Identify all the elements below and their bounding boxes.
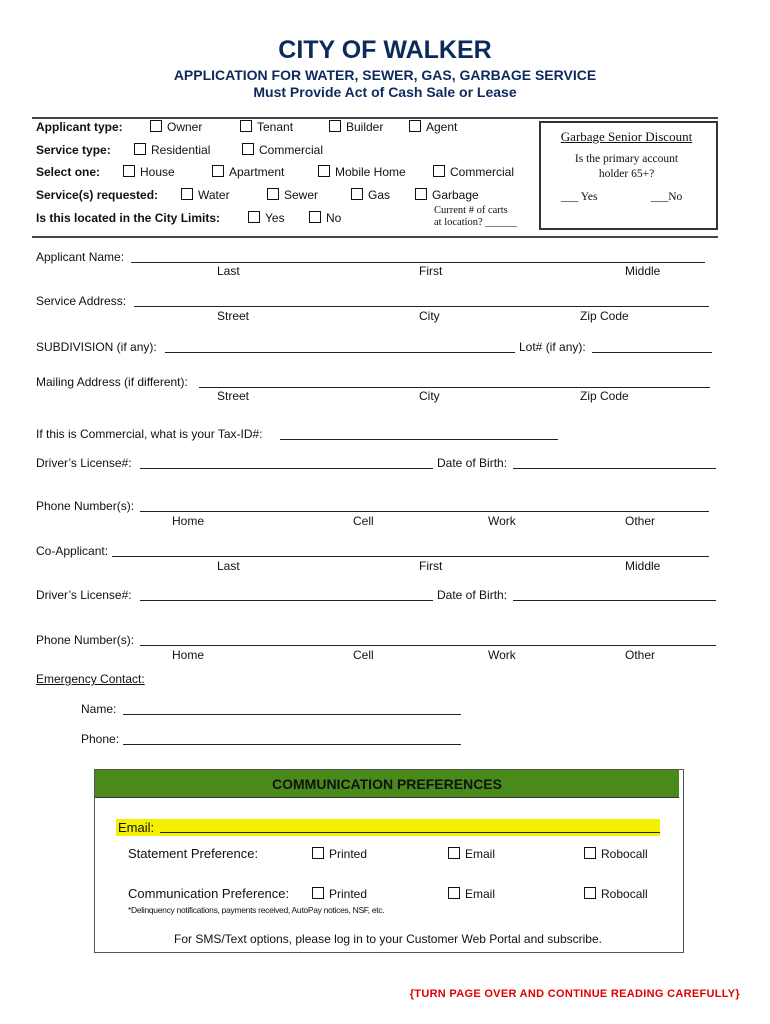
senior-discount-no[interactable]: ___No (651, 191, 683, 203)
checkbox-icon[interactable] (181, 188, 193, 200)
subdivision-field[interactable] (165, 342, 515, 353)
service-gas-checkbox[interactable]: Gas (351, 188, 390, 202)
co-phone-cell-hint: Cell (353, 648, 374, 662)
city-limits-yes-checkbox[interactable]: Yes (248, 211, 285, 225)
name-last-hint: Last (217, 264, 240, 278)
co-applicant-label: Co-Applicant: (36, 544, 109, 558)
applicant-agent-checkbox[interactable]: Agent (409, 120, 457, 134)
co-phone-numbers-field[interactable] (140, 635, 716, 646)
city-limits-label: Is this located in the City Limits: (36, 211, 221, 225)
service-address-label: Service Address: (36, 294, 127, 308)
senior-discount-title: Garbage Senior Discount (560, 129, 693, 144)
delinquency-footnote: *Delinquency notifications, payments received, AutoPay notices, NSF, etc. (128, 905, 385, 915)
service-address-field[interactable] (134, 296, 709, 307)
co-date-of-birth-field[interactable] (513, 590, 716, 601)
checkbox-icon[interactable] (212, 165, 224, 177)
email-field[interactable] (160, 822, 660, 833)
carts-label: Current # of carts (434, 205, 508, 216)
address-city-hint: City (419, 309, 440, 323)
subdivision-label: SUBDIVISION (if any): (36, 340, 157, 354)
drivers-license-label: Driver’s License#: (36, 456, 132, 470)
applicant-builder-checkbox[interactable]: Builder (329, 120, 383, 134)
communication-email-checkbox[interactable]: Email (448, 887, 495, 901)
checkbox-icon[interactable] (309, 211, 321, 223)
select-mobile-home-checkbox[interactable]: Mobile Home (318, 165, 406, 179)
emergency-phone-label: Phone: (81, 732, 120, 746)
communication-preferences-title: COMMUNICATION PREFERENCES (272, 776, 502, 792)
checkbox-icon[interactable] (150, 120, 162, 132)
mailing-zip-hint: Zip Code (580, 389, 629, 403)
checkbox-icon[interactable] (123, 165, 135, 177)
tax-id-field[interactable] (280, 429, 558, 440)
co-phone-numbers-label: Phone Number(s): (36, 633, 135, 647)
checkbox-icon[interactable] (134, 143, 146, 155)
service-residential-checkbox[interactable]: Residential (134, 143, 210, 157)
emergency-name-field[interactable] (123, 704, 461, 715)
emergency-phone-field[interactable] (123, 734, 461, 745)
co-name-middle-hint: Middle (625, 559, 661, 573)
services-requested-label: Service(s) requested: (36, 188, 159, 202)
mailing-street-hint: Street (217, 389, 250, 403)
select-house-checkbox[interactable]: House (123, 165, 175, 179)
statement-email-checkbox[interactable]: Email (448, 847, 495, 861)
applicant-name-label: Applicant Name: (36, 250, 125, 264)
checkbox-icon[interactable] (584, 887, 596, 899)
select-commercial-checkbox[interactable]: Commercial (433, 165, 514, 179)
mailing-city-hint: City (419, 389, 440, 403)
communication-printed-checkbox[interactable]: Printed (312, 887, 367, 901)
co-name-first-hint: First (419, 559, 443, 573)
checkbox-icon[interactable] (433, 165, 445, 177)
emergency-name-label: Name: (81, 702, 117, 716)
date-of-birth-field[interactable] (513, 458, 716, 469)
select-one-label: Select one: (36, 165, 101, 179)
carts-count-field[interactable]: at location? ______ (434, 217, 517, 228)
phone-home-hint: Home (172, 514, 205, 528)
communication-preferences-header (95, 770, 679, 798)
lot-field[interactable] (592, 342, 712, 353)
date-of-birth-label: Date of Birth: (437, 456, 508, 470)
checkbox-icon[interactable] (415, 188, 427, 200)
applicant-tenant-checkbox[interactable]: Tenant (240, 120, 293, 134)
address-street-hint: Street (217, 309, 250, 323)
phone-other-hint: Other (625, 514, 656, 528)
checkbox-icon[interactable] (248, 211, 260, 223)
page-title: CITY OF WALKER (278, 36, 492, 64)
checkbox-icon[interactable] (312, 847, 324, 859)
checkbox-icon[interactable] (351, 188, 363, 200)
select-apartment-checkbox[interactable]: Apartment (212, 165, 284, 179)
tax-id-label: If this is Commercial, what is your Tax-ID#: (36, 427, 263, 441)
mailing-address-field[interactable] (199, 377, 710, 388)
drivers-license-field[interactable] (140, 458, 433, 469)
senior-discount-question-2: holder 65+? (598, 168, 655, 180)
email-label: Email: (118, 820, 155, 835)
checkbox-icon[interactable] (240, 120, 252, 132)
statement-printed-checkbox[interactable]: Printed (312, 847, 367, 861)
header-divider (32, 117, 718, 119)
city-limits-no-checkbox[interactable]: No (309, 211, 341, 225)
phone-numbers-field[interactable] (140, 501, 709, 512)
co-applicant-field[interactable] (112, 546, 709, 557)
checkbox-icon[interactable] (267, 188, 279, 200)
sms-note: For SMS/Text options, please log in to your Customer Web Portal and subscribe. (174, 932, 602, 946)
co-drivers-license-label: Driver’s License#: (36, 588, 132, 602)
section-divider (32, 236, 718, 238)
applicant-name-field[interactable] (131, 252, 705, 263)
applicant-owner-checkbox[interactable]: Owner (150, 120, 202, 134)
checkbox-icon[interactable] (242, 143, 254, 155)
name-first-hint: First (419, 264, 443, 278)
checkbox-icon[interactable] (318, 165, 330, 177)
checkbox-icon[interactable] (448, 887, 460, 899)
phone-work-hint: Work (488, 514, 516, 528)
name-middle-hint: Middle (625, 264, 661, 278)
service-garbage-checkbox[interactable]: Garbage (415, 188, 479, 202)
communication-robocall-checkbox[interactable]: Robocall (584, 887, 648, 901)
communication-preference-label: Communication Preference: (128, 886, 290, 901)
checkbox-icon[interactable] (448, 847, 460, 859)
senior-discount-yes[interactable]: ___ Yes (561, 191, 598, 203)
phone-numbers-label: Phone Number(s): (36, 499, 135, 513)
co-date-of-birth-label: Date of Birth: (437, 588, 508, 602)
service-water-checkbox[interactable]: Water (181, 188, 230, 202)
senior-discount-question: Is the primary account (574, 153, 679, 165)
checkbox-icon[interactable] (409, 120, 421, 132)
statement-preference-label: Statement Preference: (128, 846, 259, 861)
turn-page-notice: {TURN PAGE OVER AND CONTINUE READING CAREFULLY} (409, 988, 740, 1000)
emergency-contact-heading: Emergency Contact: (36, 672, 145, 686)
service-commercial-checkbox[interactable]: Commercial (242, 143, 323, 157)
co-drivers-license-field[interactable] (140, 590, 433, 601)
lot-label: Lot# (if any): (519, 340, 586, 354)
statement-robocall-checkbox[interactable]: Robocall (584, 847, 648, 861)
co-phone-work-hint: Work (488, 648, 516, 662)
service-type-label: Service type: (36, 143, 111, 157)
co-phone-home-hint: Home (172, 648, 205, 662)
checkbox-icon[interactable] (584, 847, 596, 859)
phone-cell-hint: Cell (353, 514, 374, 528)
address-zip-hint: Zip Code (580, 309, 629, 323)
requirement-note: Must Provide Act of Cash Sale or Lease (253, 84, 517, 100)
checkbox-icon[interactable] (329, 120, 341, 132)
co-phone-other-hint: Other (625, 648, 656, 662)
service-sewer-checkbox[interactable]: Sewer (267, 188, 318, 202)
mailing-address-label: Mailing Address (if different): (36, 375, 188, 389)
applicant-type-label: Applicant type: (36, 120, 123, 134)
checkbox-icon[interactable] (312, 887, 324, 899)
co-name-last-hint: Last (217, 559, 240, 573)
page-subtitle: APPLICATION FOR WATER, SEWER, GAS, GARBAGE SERVICE (173, 67, 597, 83)
